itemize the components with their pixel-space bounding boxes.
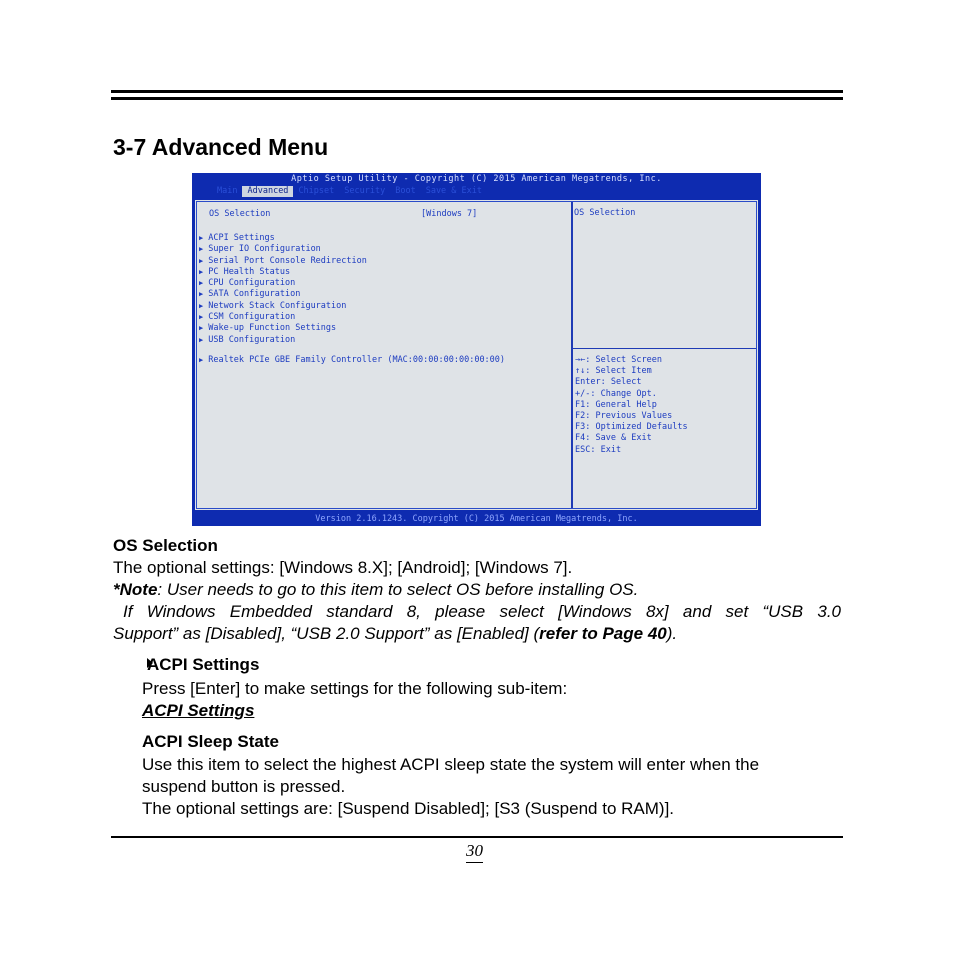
page-reference: refer to Page 40 [539, 624, 667, 643]
bios-tab-security[interactable]: Security [344, 186, 386, 196]
bios-menu-item-cpu[interactable]: ▶ CPU Configuration [199, 278, 296, 289]
key-help-line: F4: Save & Exit [575, 433, 652, 444]
bios-main-panel [195, 200, 758, 510]
acpi-sleep-state-title: ACPI Sleep State [142, 732, 279, 751]
bios-menu-item-usb[interactable]: ▶ USB Configuration [199, 334, 296, 345]
submenu-arrow-icon: ▶ [199, 301, 204, 310]
bios-title: Aptio Setup Utility - Copyright (C) 2015 American Megatrends, Inc. [291, 174, 662, 184]
note-text: : User needs to go to this item to select OS before installing OS. [157, 580, 639, 599]
bios-tab-main[interactable]: Main [217, 186, 238, 196]
os-selection-title: OS Selection [113, 536, 218, 555]
header-rule [111, 90, 843, 93]
bios-help-divider [573, 348, 756, 349]
submenu-arrow-icon: ▶ [199, 335, 204, 344]
footer-rule [111, 836, 843, 838]
embedded-note-line1: If Windows Embedded standard 8, please select [Windows 8x] and set “USB 3.0 [123, 602, 841, 621]
submenu-arrow-icon: ▶ [199, 324, 204, 333]
submenu-arrow-icon: ▶ [199, 267, 204, 276]
header-rule [111, 97, 843, 100]
os-selection-settings: The optional settings: [Windows 8.X]; [Android]; [Windows 7]. [113, 558, 573, 577]
submenu-arrow-icon: ▶ [199, 245, 204, 254]
embedded-note-line2: Support” as [Disabled], “USB 2.0 Support” as [Enabled] (refer to Page 40). [113, 624, 678, 643]
bios-os-selection-value[interactable]: [Windows 7] [421, 209, 478, 219]
acpi-press-text: Press [Enter] to make settings for the following sub-item: [142, 679, 568, 698]
key-help-line: ↑↓: Select Item [575, 366, 652, 377]
bios-screenshot [192, 173, 761, 526]
note-label: *Note [113, 580, 158, 599]
submenu-arrow-icon: ▶ [199, 256, 204, 265]
key-help-line: Enter: Select [575, 377, 642, 388]
bios-menu-item-super-io[interactable]: ▶ Super IO Configuration [199, 244, 321, 255]
acpi-sleep-desc-line2: suspend button is pressed. [142, 777, 346, 796]
bios-tab-bar [212, 186, 487, 197]
bios-tab-save-exit[interactable]: Save & Exit [425, 186, 482, 196]
acpi-settings-title: ACPI Settings [147, 655, 260, 674]
bios-menu-list [199, 233, 367, 346]
key-help-line: F2: Previous Values [575, 410, 673, 421]
bios-tab-advanced[interactable]: Advanced [242, 186, 293, 197]
bios-divider [571, 202, 573, 508]
bios-menu-item-csm[interactable]: ▶ CSM Configuration [199, 312, 296, 323]
bios-menu-item-serial-port[interactable]: ▶ Serial Port Console Redirection [199, 255, 367, 266]
bios-menu-item-pc-health[interactable]: ▶ PC Health Status [199, 266, 291, 277]
key-help-line: →←: Select Screen [575, 355, 662, 365]
submenu-arrow-icon: ▶ [199, 279, 204, 288]
bios-menu-item-acpi[interactable]: ▶ ACPI Settings [199, 233, 275, 243]
bios-tab-chipset[interactable]: Chipset [298, 186, 335, 196]
section-heading: 3-7 Advanced Menu [113, 134, 329, 160]
submenu-arrow-icon: ▶ [199, 290, 204, 299]
bios-help-title: OS Selection [574, 208, 636, 218]
bios-os-selection-label[interactable]: OS Selection [209, 209, 271, 219]
key-help-line: ESC: Exit [575, 444, 622, 455]
bios-menu-item-realtek[interactable]: ▶ Realtek PCIe GBE Family Controller (MAC:00:00:00:00:00:00) [199, 355, 506, 365]
bios-footer: Version 2.16.1243. Copyright (C) 2015 American Megatrends, Inc. [315, 514, 638, 524]
page-number: 30 [466, 841, 483, 863]
bios-menu-item-network-stack[interactable]: ▶ Network Stack Configuration [199, 300, 347, 311]
acpi-sleep-desc-line1: Use this item to select the highest ACPI sleep state the system will enter when the [142, 755, 760, 774]
key-help-line: F1: General Help [575, 399, 657, 410]
submenu-arrow-icon: ▶ [199, 313, 204, 322]
bios-key-help [575, 355, 688, 456]
os-selection-note [113, 580, 638, 600]
bios-menu-item-sata[interactable]: ▶ SATA Configuration [199, 289, 301, 300]
submenu-arrow-icon: ▶ [199, 356, 204, 364]
key-help-line: F3: Optimized Defaults [575, 422, 688, 433]
bios-tab-boot[interactable]: Boot [395, 186, 416, 196]
acpi-sleep-settings: The optional settings are: [Suspend Disabled]; [S3 (Suspend to RAM)]. [142, 799, 675, 818]
submenu-arrow-icon: ▶ [199, 234, 204, 242]
bios-menu-item-wake-up[interactable]: ▶ Wake-up Function Settings [199, 323, 337, 334]
key-help-line: +/-: Change Opt. [575, 388, 657, 399]
acpi-subitem-title: ACPI Settings [142, 701, 255, 720]
